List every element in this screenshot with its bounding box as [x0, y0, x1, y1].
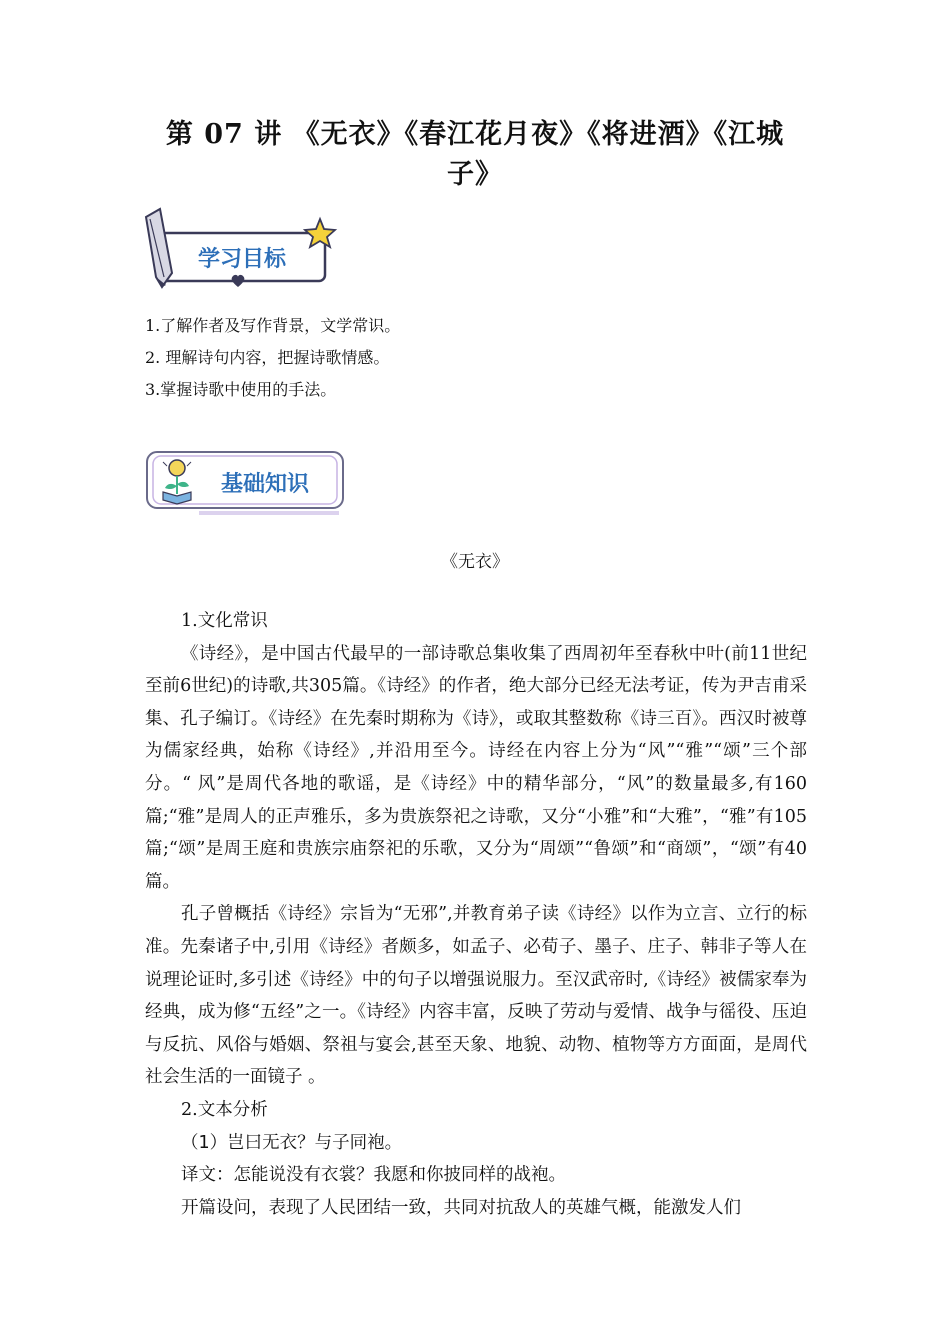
basic-knowledge-badge: [143, 448, 355, 520]
learning-goals-list: [145, 310, 400, 406]
poem-line: （1）岂曰无衣？与子同袍。: [181, 1132, 403, 1153]
subheading-culture: 1.文化常识: [181, 611, 268, 631]
section-title: 《无衣》: [441, 552, 509, 572]
goal-item: 3.掌握诗歌中使用的手法。: [145, 380, 337, 399]
paragraph: 《诗经》，是中国古代最早的一部诗歌总集收集了西周初年至春秋中叶(前11世纪至前6世纪)的诗歌,共305篇。《诗经》的作者，绝大部分已经无法考证，传为尹吉甫采集、孔子编订。《诗经》在先秦时期称为《诗》，或取其整数称《诗三百》。西汉时被尊为儒家经典，始称《诗经》,并沿用至今。诗经在内容上分为“风”“雅”“颂”三个部分。“ 风”是周代各地的歌谣，是《诗经》中的精华部分，“风”的数量最多,有160篇;“雅”是周人的正声雅乐，多为贵族祭祀之诗歌，又分“小雅”和“大雅”，“雅”有105篇;“颂”是周王庭和贵族宗庙祭祀的乐歌，又分为“周颂”“鲁颂”和“商颂”，“颂”有40篇。: [145, 643, 807, 892]
title-line-1: 第 07 讲 《无衣》《春江花月夜》《将进酒》《江城: [165, 119, 785, 150]
title-line-2: 子》: [447, 159, 503, 190]
page-title: [130, 115, 820, 195]
learning-goals-label: 学习目标: [197, 247, 287, 272]
paragraph: 孔子曾概括《诗经》宗旨为“无邪”,并教育弟子读《诗经》以作为立言、立行的标准。先秦诸子中,引用《诗经》者颇多，如孟子、必荀子、墨子、庄子、韩非子等人在说理论证时,多引述《诗经》中的句子以增强说服力。至汉武帝时,《诗经》被儒家奉为经典，成为修“五经”之一。《诗经》内容丰富，反映了劳动与爱情、战争与徭役、压迫与反抗、风俗与婚姻、祭祖与宴会,甚至天象、地貌、动物、植物等方方面面，是周代社会生活的一面镜子 。: [145, 904, 807, 1088]
translation: 译文：怎能说没有衣裳？我愿和你披同样的战袍。: [181, 1165, 566, 1186]
pencil-icon: [146, 209, 172, 287]
article-body: [145, 605, 807, 1224]
goal-item: 1.了解作者及写作背景，文学常识。: [145, 316, 401, 335]
learning-goals-badge: [140, 205, 340, 295]
paragraph: 开篇设问，表现了人民团结一致，共同对抗敌人的英雄气概，能激发人们: [181, 1197, 741, 1218]
basic-knowledge-label: 基础知识: [220, 472, 310, 497]
goal-item: 2. 理解诗句内容，把握诗歌情感。: [145, 348, 390, 367]
subheading-analysis: 2.文本分析: [181, 1099, 268, 1120]
